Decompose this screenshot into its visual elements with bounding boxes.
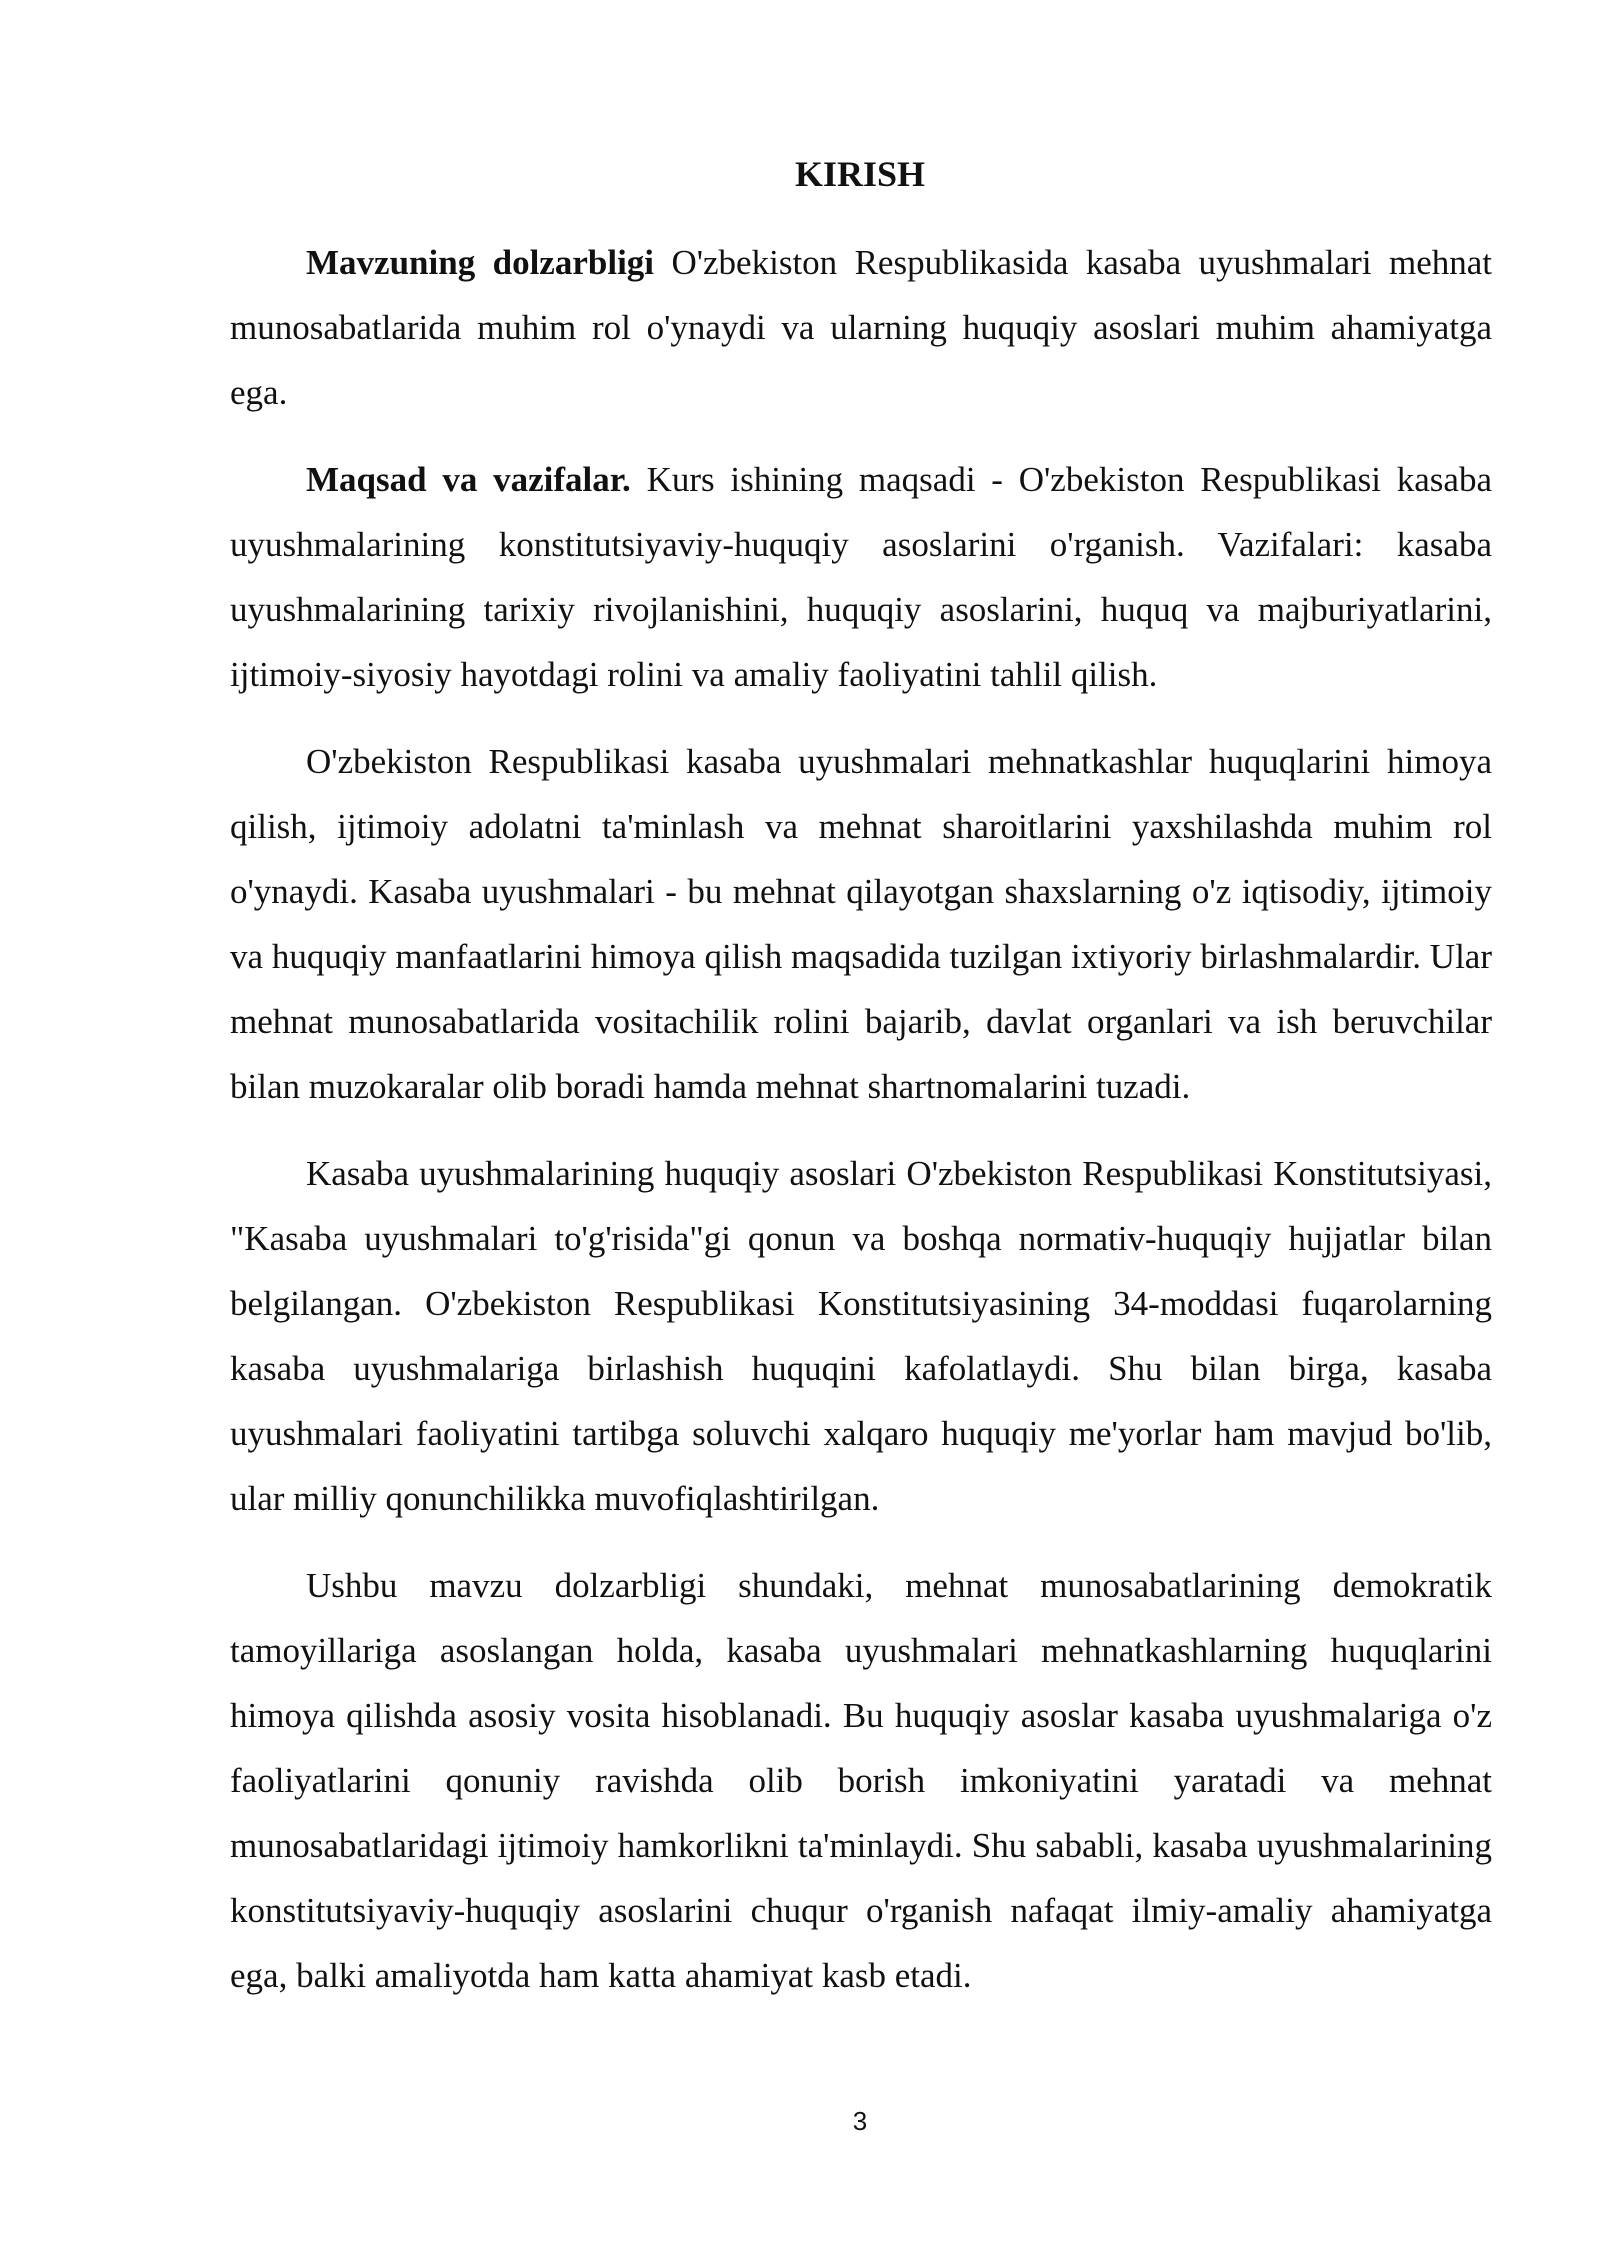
paragraph-text: Ushbu mavzu dolzarbligi shundaki, mehnat munosabatlarining demokratik tamoyillariga asoslangan holda, kasaba uyushmalari mehnatkashlarning huquqlarini himoya qilishda asosiy vosita hisoblanadi. Bu huquqiy asoslar kasaba uyushmalariga o'z faoliyatlarini qonuniy ravishda olib borish imkoniyatini yaratadi va mehnat munosabatlaridagi ijtimoiy hamkorlikni ta'minlaydi. Shu sababli, kasaba uyushmalarining konstitutsiyaviy-huquqiy asoslarini chuqur o'rganish nafaqat ilmiy-amaliy ahamiyatga ega, balki amaliyotda ham katta ahamiyat kasb etadi. <box>230 1566 1492 1995</box>
paragraph-text: O'zbekiston Respublikasi kasaba uyushmalari mehnatkashlar huquqlarini himoya qilish, ijtimoiy adolatni ta'minlash va mehnat sharoitlarini yaxshilashda muhim rol o'ynaydi. Kasaba uyushmalari - bu mehnat qilayotgan shaxslarning o'z iqtisodiy, ijtimoiy va huquqiy manfaatlarini himoya qilish maqsadida tuzilgan ixtiyoriy birlashmalardir. Ular mehnat munosabatlarida vositachilik rolini bajarib, davlat organlari va ish beruvchilar bilan muzokaralar olib boradi hamda mehnat shartnomalarini tuzadi. <box>230 742 1492 1106</box>
paragraph-goals <box>230 447 1492 707</box>
paragraph-text: Kasaba uyushmalarining huquqiy asoslari O'zbekiston Respublikasi Konstitutsiyasi, "Kasaba uyushmalari to'g'risida"gi qonun va boshqa normativ-huquqiy hujjatlar bilan belgilangan. O'zbekiston Respublikasi Konstitutsiyasining 34-moddasi fuqarolarning kasaba uyushmalariga birlashish huquqini kafolatlaydi. Shu bilan birga, kasaba uyushmalari faoliyatini tartibga soluvchi xalqaro huquqiy me'yorlar ham mavjud bo'lib, ular milliy qonunchilikka muvofiqlashtirilgan. <box>230 1154 1492 1518</box>
paragraph-text: Kurs ishining maqsadi - O'zbekiston Respublikasi kasaba uyushmalarining konstitutsiyaviy-huquqiy asoslarini o'rganish. Vazifalari: kasaba uyushmalarining tarixiy rivojlanishini, huquqiy asoslarini, huquq va majburiyatlarini, ijtimoiy-siyosiy hayotdagi rolini va amaliy faoliyatini tahlil qilish. <box>230 460 1492 694</box>
paragraph-lead: Maqsad va vazifalar. <box>306 460 631 499</box>
section-title: KIRISH <box>794 154 926 194</box>
paragraph-relevance <box>230 230 1492 425</box>
paragraph-text: O'zbekiston Respublikasida kasaba uyushmalari mehnat munosabatlarida muhim rol o'ynaydi va ularning huquqiy asoslari muhim ahamiyatga ega. <box>230 243 1492 412</box>
paragraph-lead: Mavzuning dolzarbligi <box>306 243 655 282</box>
body-text <box>230 230 1492 2030</box>
page-number: 3 <box>852 2106 868 2136</box>
